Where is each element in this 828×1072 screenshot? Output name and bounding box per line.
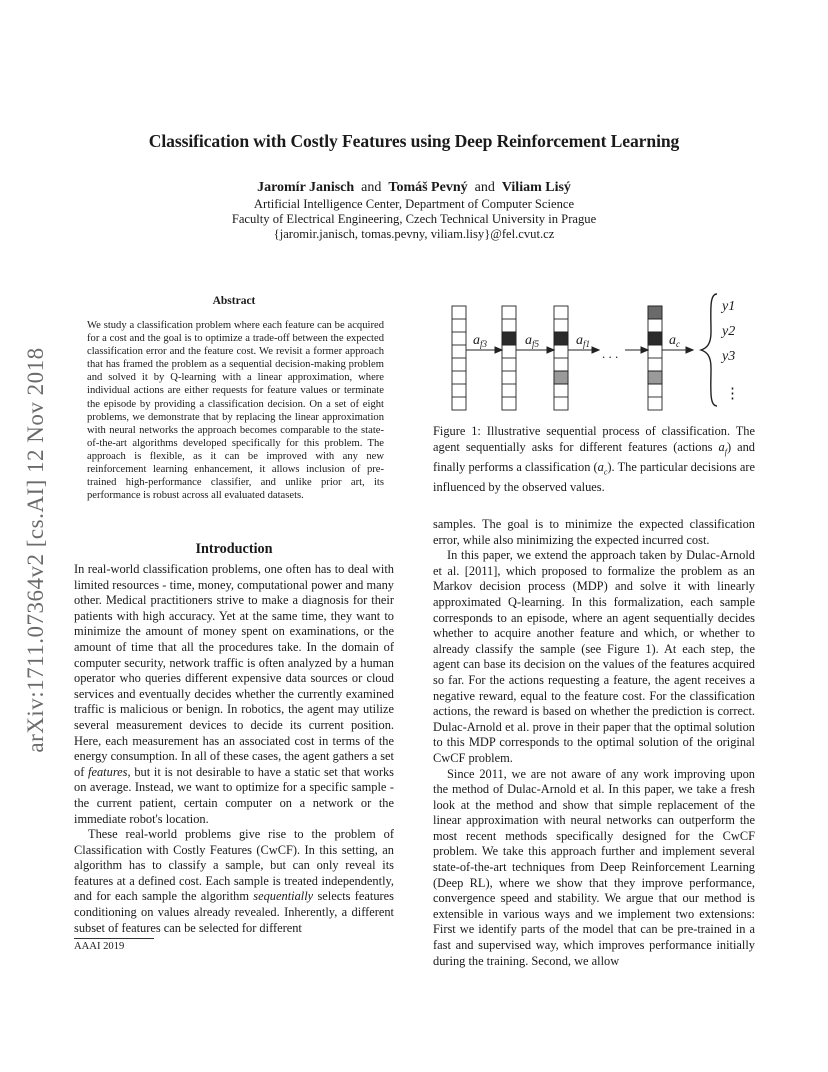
- paragraph: These real-world problems give rise to the problem of Classification with Costly Features (CwCF). In this setting, an algorithm has to classify a sample, but can only reveal its features at a defined cost. Each sample is treated independently, and for each sample the algorithm sequentially selects features conditioning on values already revealed. Inherently, a different subset of features can be selected for different: [74, 827, 395, 935]
- vertical-ellipsis: ⋮: [725, 386, 740, 402]
- footnote: AAAI 2019: [74, 941, 125, 952]
- author-separator: and: [361, 180, 382, 195]
- paragraph: samples. The goal is to minimize the expected classification error, while also minimizing the expected incurred cost.: [433, 517, 755, 547]
- abstract-heading: Abstract: [212, 295, 256, 307]
- action-label: $a_{f3}$: [473, 333, 488, 349]
- author-line: [60, 180, 768, 196]
- arxiv-id: arXiv:1711.07364v2 [cs.AI] 12 Nov 2018: [23, 347, 48, 753]
- affiliation-block: [60, 197, 768, 242]
- abstract-text: We study a classification problem where each feature can be acquired for a cost and the goal is to optimize a trade-off between the expected classification error and the feature cost. We revisit a former approach that has framed the problem as a sequential decision-making problem and solved it by Q-learning with a linear approximation, where individual actions are either requests for feature values or terminate the episode by providing a classification decision. On a set of eight problems, we demonstrate that by replacing the linear approximation with neural networks the approach becomes comparable to the state-of-the-art algorithms developed specifically for this problem. The approach is flexible, as it can be improved with any new reinforcement learning enhancement, it allows inclusion of pre-trained high-performance classifier, and unlike prior art, its performance is robust across all evaluated datasets.: [87, 320, 384, 502]
- affiliation-line: Faculty of Electrical Engineering, Czech Technical University in Prague: [231, 212, 597, 226]
- figure-caption: Figure 1: Illustrative sequential process of classification. The agent sequentially asks for different features (actions $a_f$) and finally performs a classification $(a_c)$. The particular decisions are influenced by the observed values.: [433, 424, 755, 494]
- paragraph: In real-world classification problems, one often has to deal with limited resources - time, money, computational power and many other. Medical practitioners strive to make a diagnosis for their patients with high accuracy. Yet at the same time, they want to minimize the amount of money spent on examinations, or the amount of time that all the procedures take. In the domain of computer security, network traffic is often analyzed by a human operator who queries different expensive data sources or cloud services and eventually decides whether the currently examined traffic is malicious or benign. In robotics, the agent may utilize several measurement devices to decide its current position. Here, each measurement has an associated cost in terms of the energy consumption. In all of these cases, the agent gathers a set of features, but it is not desirable to have a static set that works on average. Instead, we want to optimize for a specific sample - the current patient, certain computer on a network or the immediate robot's location.: [74, 562, 395, 826]
- paper-title: Classification with Costly Features using Deep Reinforcement Learning: [148, 131, 680, 151]
- class-label: y1: [722, 299, 736, 314]
- paragraph: Since 2011, we are not aware of any work improving upon the method of Dulac-Arnold et al. In this paper, we take a fresh look at the method and show that simple replacement of the linear approximation with neural networks can outperform the most recent methods specifically designed for the CwCF problem. We take this approach further and implement several state-of-the-art techniques from Deep Reinforcement Learning (Deep RL), where we show that they improve performance, convergence speed and stability. We argue that our method is extensible in various ways and we implement two extensions: First we identify parts of the model that can be pre-trained in a fast and supervised way, which improves performance initially during the training. Second, we allow: [433, 766, 755, 968]
- footnote-rule: [74, 938, 154, 939]
- emphasis: features: [88, 764, 128, 779]
- affiliation-email: {jaromir.janisch, tomas.pevny, viliam.lisy}@fel.cvut.cz: [273, 227, 555, 241]
- class-label: y2: [722, 324, 736, 339]
- class-label: y3: [722, 349, 736, 364]
- brace-icon: [701, 294, 717, 406]
- introduction-heading: Introduction: [195, 541, 273, 557]
- left-column: [74, 562, 394, 936]
- arxiv-sidebar: [16, 290, 56, 810]
- figure-1-diagram: [433, 282, 773, 412]
- action-label: $a_{f1}$: [576, 333, 591, 349]
- author-name: Jaromír Janisch: [257, 180, 355, 195]
- ellipsis: . . .: [602, 346, 619, 361]
- emphasis: sequentially: [253, 889, 314, 904]
- right-column: [433, 517, 755, 969]
- author-name: Viliam Lisý: [501, 180, 571, 195]
- paragraph: In this paper, we extend the approach taken by Dulac-Arnold et al. [2011], which proposed to formalize the problem as an Markov decision process (MDP) and solve it with linearly approximated Q-learning. In this formalization, each sample corresponds to an episode, where an agent sequentially decides whether to acquire another feature and which, or whether to already classify the sample (see Figure 1). At each step, the agent can base its decision on the values of the features acquired so far. For the actions requesting a feature, the agent receives a negative reward, equal to the feature cost. For the classification actions, the reward is based on whether the prediction is correct. Dulac-Arnold et al. prove in their paper that the optimal solution to this MDP corresponds to the optimal solution of the original CwCF problem.: [433, 548, 755, 765]
- affiliation-line: Artificial Intelligence Center, Department of Computer Science: [253, 197, 575, 211]
- action-label: $a_c$: [669, 333, 680, 349]
- author-separator: and: [474, 180, 495, 195]
- author-name: Tomáš Pevný: [388, 180, 468, 195]
- action-label: $a_{f5}$: [525, 333, 540, 349]
